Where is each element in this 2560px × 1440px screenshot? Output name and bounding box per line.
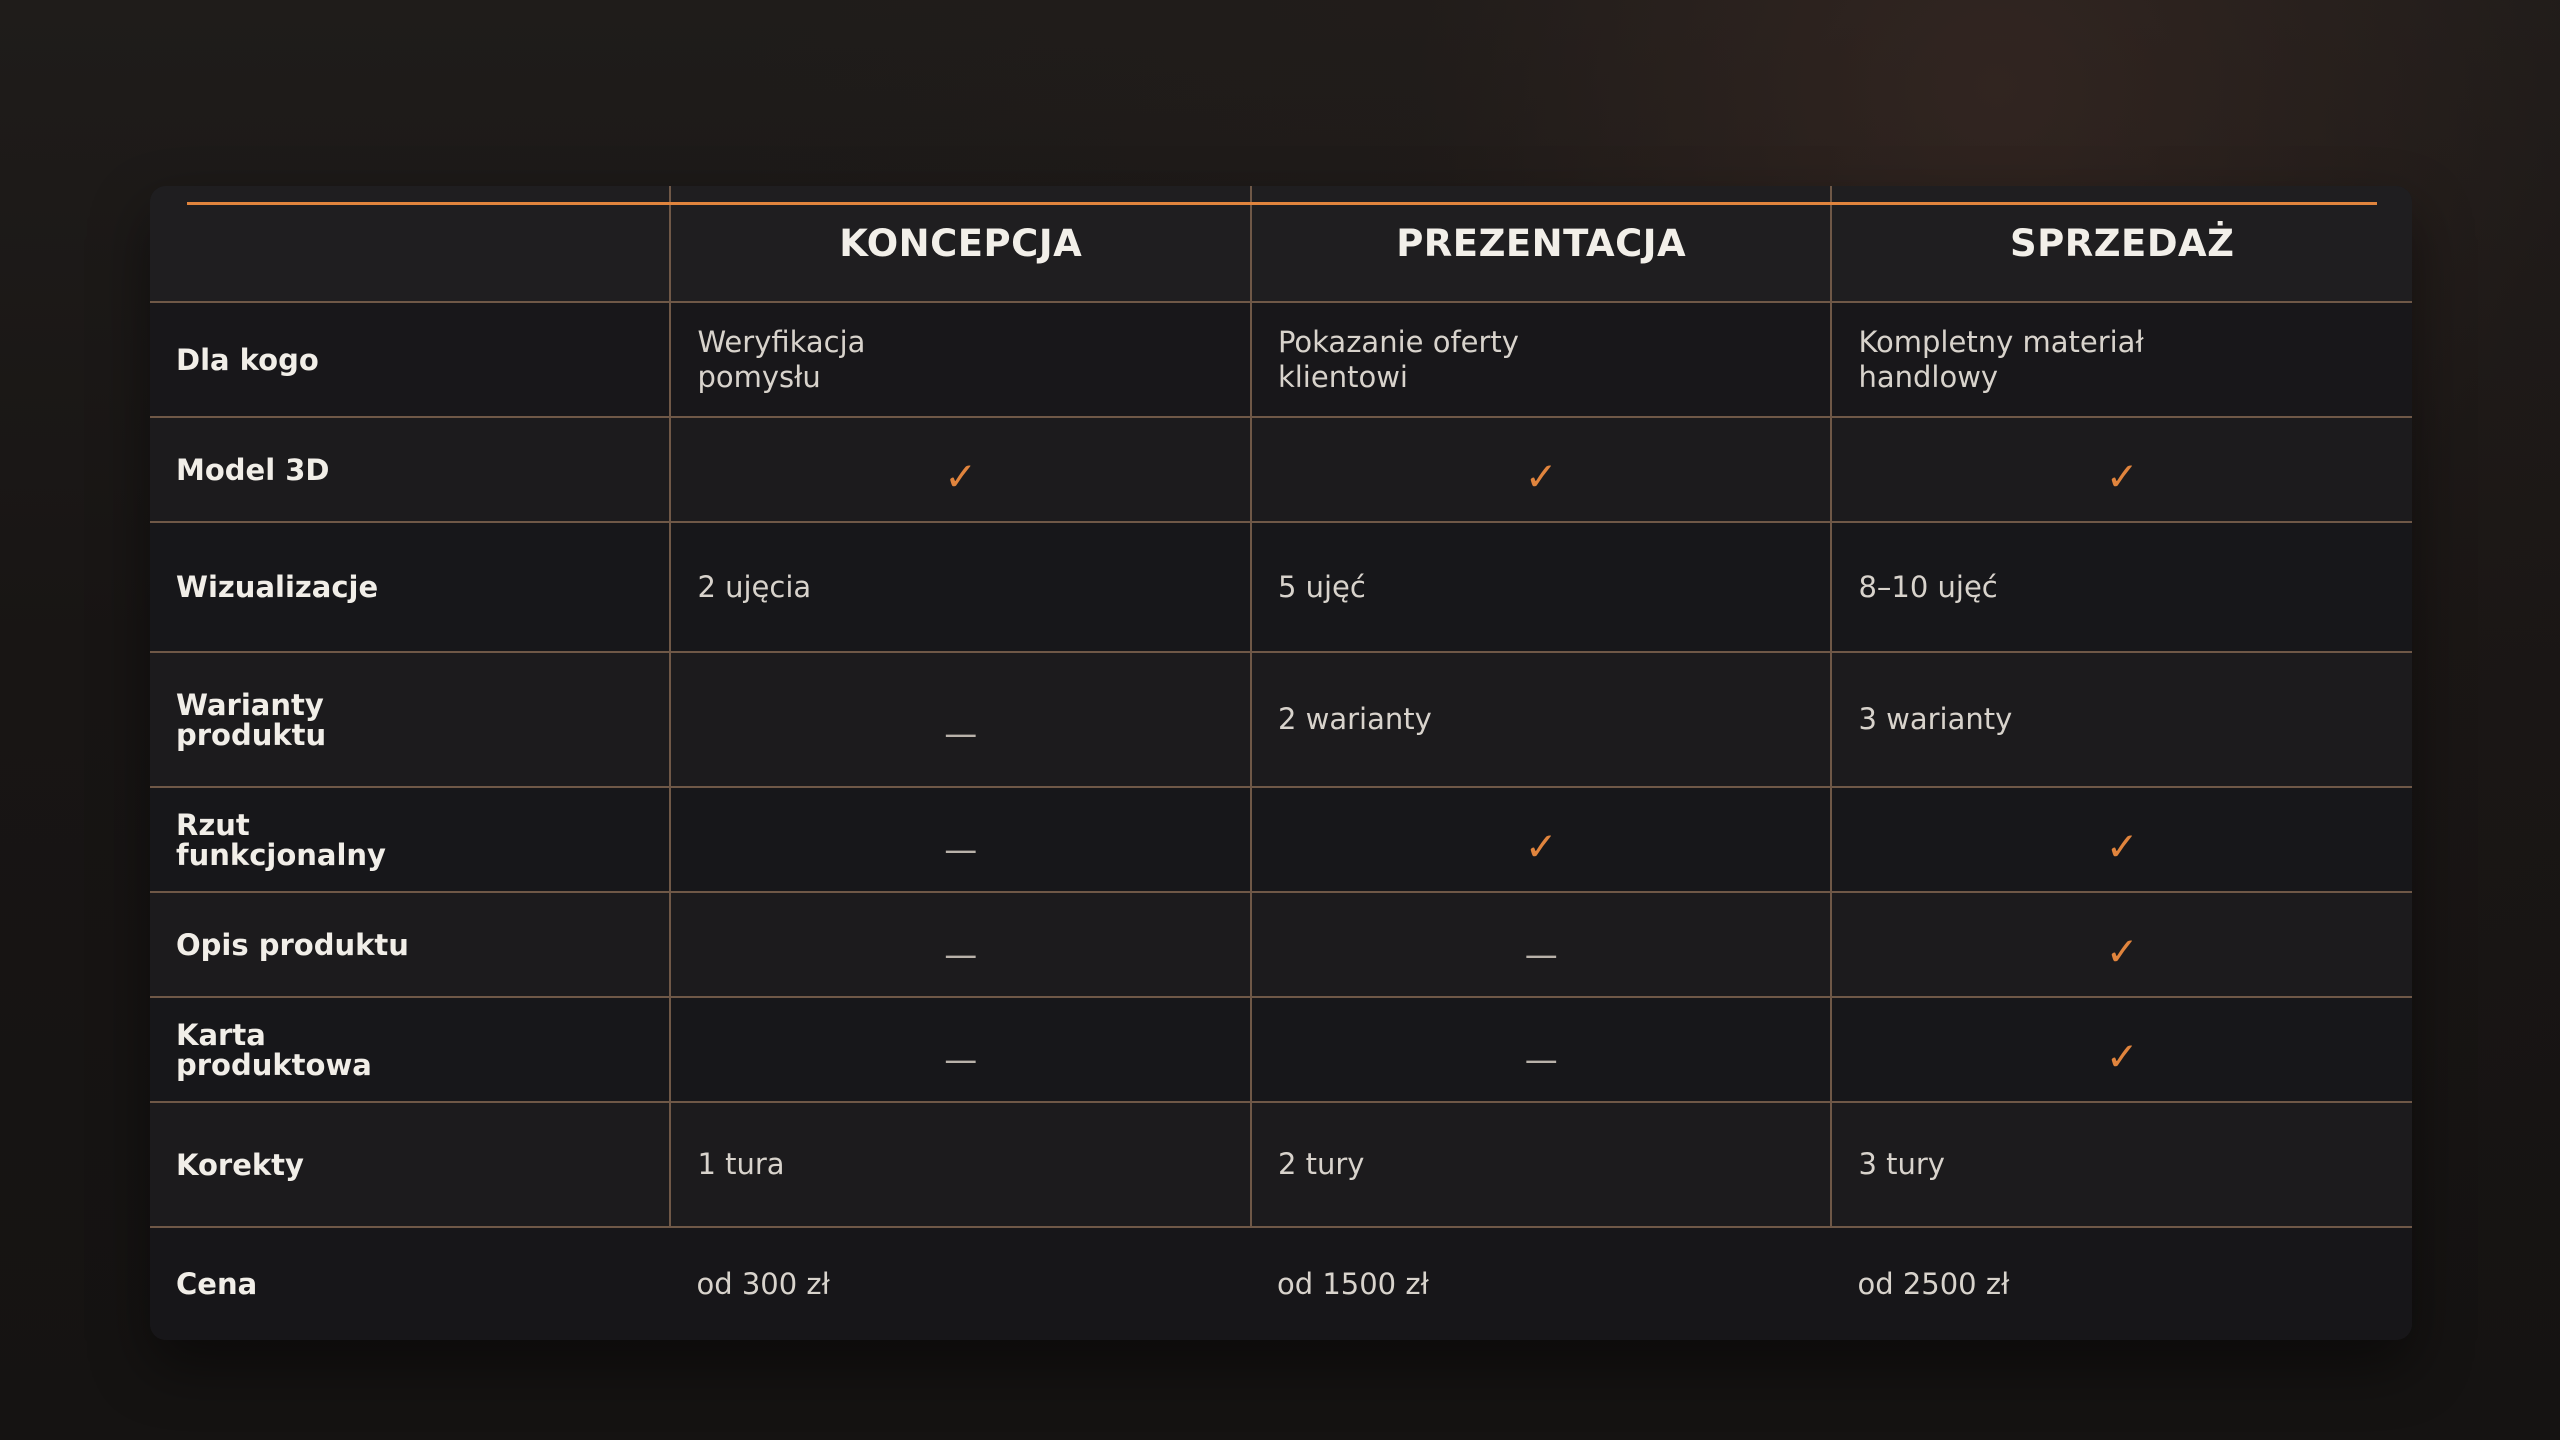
feature-label-warianty	[150, 652, 670, 787]
presentation-dla-kogo	[1251, 302, 1832, 417]
plan-header-prezentacja: PREZENTACJA	[1251, 186, 1832, 302]
concept-rzut	[670, 787, 1251, 892]
presentation-model-3d	[1251, 417, 1832, 522]
concept-karta-produktowa	[670, 997, 1251, 1102]
presentation-korekty: 2 tury	[1251, 1102, 1832, 1227]
table-row-rzut	[150, 787, 2412, 892]
feature-label-warianty-line-1: Warianty	[176, 687, 324, 722]
comparison-table	[150, 186, 2412, 1340]
presentation-warianty: 2 warianty	[1251, 652, 1832, 787]
check-icon: ✓	[944, 455, 978, 500]
feature-label-wizualizacje: Wizualizacje	[150, 522, 670, 652]
check-icon: ✓	[1524, 455, 1558, 500]
feature-label-model-3d: Model 3D	[150, 417, 670, 522]
sales-karta-produktowa	[1831, 997, 2412, 1102]
sales-opis-produktu	[1831, 892, 2412, 997]
table-row-korekty	[150, 1102, 2412, 1227]
sales-rzut	[1831, 787, 2412, 892]
pricing-comparison-card	[150, 186, 2412, 1340]
feature-label-rzut-line-1: Rzut	[176, 807, 250, 842]
concept-korekty: 1 tura	[670, 1102, 1251, 1227]
check-icon: ✓	[2105, 930, 2139, 975]
presentation-karta-produktowa	[1251, 997, 1832, 1102]
presentation-wizualizacje: 5 ujęć	[1251, 522, 1832, 652]
plan-header-koncepcja: KONCEPCJA	[670, 186, 1251, 302]
concept-dla-kogo-line-2: pomysłu	[697, 359, 821, 394]
table-row-karta-produktowa	[150, 997, 2412, 1102]
sales-dla-kogo-line-2: handlowy	[1858, 359, 1999, 394]
sales-cena: od 2500 zł	[1831, 1227, 2412, 1340]
presentation-opis-produktu	[1251, 892, 1832, 997]
header-accent-line	[187, 202, 2377, 205]
check-icon: ✓	[1524, 825, 1558, 870]
sales-wizualizacje: 8–10 ujęć	[1831, 522, 2412, 652]
feature-label-cena: Cena	[150, 1227, 670, 1340]
feature-label-dla-kogo: Dla kogo	[150, 302, 670, 417]
sales-dla-kogo	[1831, 302, 2412, 417]
feature-label-opis-produktu: Opis produktu	[150, 892, 670, 997]
check-icon: ✓	[2105, 825, 2139, 870]
feature-label-rzut	[150, 787, 670, 892]
sales-model-3d	[1831, 417, 2412, 522]
presentation-dla-kogo-line-2: klientowi	[1277, 359, 1408, 394]
sales-warianty: 3 warianty	[1831, 652, 2412, 787]
feature-label-warianty-line-2: produktu	[176, 717, 327, 752]
sales-korekty: 3 tury	[1831, 1102, 2412, 1227]
dash-icon: —	[944, 1040, 978, 1079]
sales-dla-kogo-line-1: Kompletny materiał	[1858, 324, 2144, 359]
concept-dla-kogo-line-1: Weryfikacja	[697, 324, 866, 359]
concept-cena: od 300 zł	[670, 1227, 1251, 1340]
feature-label-korekty: Korekty	[150, 1102, 670, 1227]
check-icon: ✓	[2105, 1035, 2139, 1080]
concept-opis-produktu	[670, 892, 1251, 997]
concept-model-3d	[670, 417, 1251, 522]
plan-header-sprzedaz: SPRZEDAŻ	[1831, 186, 2412, 302]
dash-icon: —	[1524, 935, 1558, 974]
concept-warianty	[670, 652, 1251, 787]
check-icon: ✓	[2105, 455, 2139, 500]
dash-icon: —	[944, 830, 978, 869]
presentation-dla-kogo-line-1: Pokazanie oferty	[1277, 324, 1519, 359]
dash-icon: —	[1524, 1040, 1558, 1079]
dash-icon: —	[944, 714, 978, 753]
feature-label-karta-line-1: Karta	[176, 1017, 266, 1052]
feature-label-karta-line-2: produktowa	[176, 1047, 372, 1082]
table-row-opis-produktu	[150, 892, 2412, 997]
concept-wizualizacje: 2 ujęcia	[670, 522, 1251, 652]
feature-label-karta-produktowa	[150, 997, 670, 1102]
table-row-wizualizacje	[150, 522, 2412, 652]
table-row-dla-kogo	[150, 302, 2412, 417]
presentation-rzut	[1251, 787, 1832, 892]
feature-label-rzut-line-2: funkcjonalny	[176, 837, 386, 872]
concept-dla-kogo	[670, 302, 1251, 417]
table-row-warianty	[150, 652, 2412, 787]
table-row-model-3d	[150, 417, 2412, 522]
dash-icon: —	[944, 935, 978, 974]
presentation-cena: od 1500 zł	[1251, 1227, 1832, 1340]
table-row-cena	[150, 1227, 2412, 1340]
